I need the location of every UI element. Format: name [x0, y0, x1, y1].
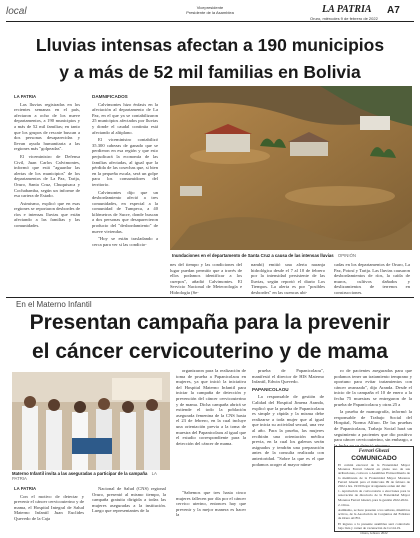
story2-paragraph: la prueba de mamografía, informó la responsable de Trabajo Social del Hospital, Norma Alfaro. De las pruebas de Papanicolaou, Trabajo Social hará un seguimiento a pacientes que dio positivo para cáncer cervicouterino, sin embargo, a	[334, 409, 412, 443]
story2-paragraph: prueba de Papanicolaou", manifestó el director de HIS Materno Infantil, Edwin Quevedo.	[252, 368, 324, 385]
page-number: A7	[387, 5, 400, 16]
notice-body: El comité electoral de la Fraternidad Mayor Morenos Ferrari Ghezzi en pleno uso de sus atribuciones, convoca a Asamblea Extraordinaria de la membresía de la Fraternidad Mayor Morenos Ferrari Ghezzi para el miércoles 09 de febrero de 2022 a hrs. 19:00 llegar al siguiente orden del día:	[338, 463, 410, 489]
story2-column-4	[334, 368, 412, 450]
story1-paragraph: Calvimontes dijo que un desbordamiento afectó a tres comunidades, en especial a la comunidad de Tumpeca, a 40 kilómetros de Sucre, donde buscan a dos personas que desaparecieron producto del "desbordamiento" de nueve viviendas.	[92, 189, 158, 234]
date-line: Oruro, miércoles 9 de febrero de 2022	[310, 16, 378, 21]
notice-body-block	[335, 462, 413, 538]
comunicado-notice	[334, 446, 414, 536]
story1-column-5: cadas en los departamentos de Oruro, La Paz, Potosí y Tarija. Las lluvias causaron desbordamientos de ríos, la caída de muros, cultivos dañados y deslizamientos de terrenos en construcciones.	[334, 262, 410, 295]
story2-paragraph: organizaron para la realización de toma de prueba a Papanicolaou en mujeres, ya que inició la iniciativa del Hospital Materno Infantil para iniciar la campaña de detección y prevención del cáncer cervicouterino y de mama. Dicha campaña abrirá se extiende el todo la población asegurada femenina de la CNS hasta el 23 de febrero, en la cual incluye una orientación previa a la toma de muestra del Papanicolaou al igual que el estudio correspondiente para la detección del cáncer de mama.	[176, 368, 246, 446]
story2-paragraph: Nacional de Salud (CNS) regional Oruro, presentó al mismo tiempo, la campaña gratuita dirigida a todas las mujeres aseguradas a la institución. Luego que representantes de la	[92, 486, 166, 514]
section-label: local	[6, 6, 27, 17]
story2-column-2b	[176, 490, 246, 520]
notice-item: 1. Aprobación de convocatoria a elecciones para la renovación de directorio de la Fraternidad Mayor Morenos Ferrari Ghezzi, para la gestión 2022-2024.	[338, 489, 410, 502]
story2-title-line2: el cáncer cervicouterino y de mama	[31, 340, 388, 363]
header-center-line2: Presidente de la Asamblea	[186, 10, 234, 15]
story2-column-3	[252, 368, 324, 469]
story2-dateline: LA PATRIA	[14, 486, 37, 491]
story1-paragraph: Calvimontes hizo énfasis en la afectación al departamento de La Paz, en el que ya se contabilizaron 25 municipios afectados por lluvias y donde el caudal continúa está afectando al altiplano.	[92, 101, 158, 135]
story1-column-2	[92, 94, 158, 249]
notice-signoff: Oruro, febrero 2022	[360, 531, 388, 536]
paper-name: LA PATRIA	[322, 4, 372, 15]
hospital-caption-text: Materno Infantil invita a las aseguradas a participar de la campaña	[12, 471, 148, 476]
hospital-photo-caption	[12, 471, 170, 482]
notice-item: Asimismo, se hace presente a los señores, miembros activos, de la Asociación de Conjuntos del Folklore de Oruro ACFO.	[338, 508, 410, 521]
flood-photo-caption	[172, 253, 412, 258]
story1-paragraph: Las lluvias registradas en los recientes semanas en el país, afectaron a ocho de los nueve departamentos, a 190 municipios y a más de 52 mil familias; en tanto que los grupos de rescate buscan a dos personas desaparecidas y llevan ayuda humanitaria a las regiones más "golpeadas".	[14, 101, 80, 152]
story2-column-2	[176, 368, 246, 448]
story2-paragraph: "Sabemos que tres hasta cinco mujeres fallecen por día por el cáncer cervico uterino, entonces hay que prevenir y la mejor manera es hacer la	[176, 490, 246, 518]
story2-paragraph: Con el motivo de detectar y prevenir el cáncer cervicouterino y de mama, el Hospital Integral de Salud Materno Infantil Juan Euclides Quevedo de la Caja	[14, 493, 84, 521]
story1-paragraph: El viceministro de Defensa Civil, Juan Carlos Calvimontes, informó que está "aguardar las alertas de los municipios" de los departamentos de La Paz, Tarija, Oruro, Santa Cruz, Chuquisaca y Cochabamba, según un informe de esa cartera de Estado.	[14, 153, 80, 199]
story1-column-4: nambi) emitió una alerta naranja hidrológica desde el 7 al 10 de febrero por la intensidad persistente de las lluvias, según reportó el diario Los Tiempos. La alerta es por "posibles desbordes" en las cuencas ubi-	[251, 262, 325, 295]
header-center-line1: Vicepresidente	[196, 5, 224, 10]
story2-kicker: En el Materno Infantil	[16, 300, 92, 309]
hospital-photo	[12, 372, 170, 470]
story2-subheading: PAPANICOLAOU	[252, 386, 289, 392]
hospital-caption-credit: LA PATRIA	[12, 471, 157, 482]
story-divider	[6, 297, 414, 298]
header-rule	[6, 21, 414, 22]
flood-caption-text: Inundaciones en el departamento de Santa Cruz a causa de las intensas lluvias	[172, 253, 334, 258]
story1-paragraph: Asimismo, explicó que en esas regiones se reportaron desbordes de ríos e intensas lluvias que están afectando a las familias y las comunidades.	[14, 200, 80, 229]
notice-item: El ingreso a la presente asamblea será controlado bajo lista y carnet de vacunación de Covid-19.	[338, 521, 410, 530]
story1-paragraph: El viceministro contabilizó 35.300 cabezas de ganado que se perdieron en esa región y que esto perjudicará la economía de las familias afectadas, al igual que la pérdida de las cosechas que, si bien en la pequeña escala, será un golpe para los consumidores del territorio.	[92, 137, 158, 187]
story2-title-line1: Presentan campaña para la prevenir	[29, 311, 391, 334]
story2-column-1b	[92, 486, 166, 516]
story1-title-line1: Lluvias intensas afectan a 190 municipios	[35, 35, 385, 55]
notice-brand: Ferrari Ghezzi	[358, 449, 390, 454]
notice-title: COMUNICADO	[351, 455, 397, 462]
story1-dateline: LA PATRIA	[14, 94, 37, 99]
story2-column-1	[14, 486, 84, 524]
flood-photo	[170, 86, 412, 250]
flood-caption-credit: OPINIÓN	[337, 253, 357, 258]
story1-column-1	[14, 94, 80, 231]
story1-paragraph: "Hoy se están trasladando a cerca para ver si las condicio-	[92, 236, 158, 247]
story2-paragraph: La responsable de gestión de Calidad del Hospital Jimena Aranda, explicó que la prueba de Papanicolaou es simple y rápida y la misma debe realizarse a toda mujer que al igual que inicia su actividad sexual, una vez al año. Para la prueba, las mujeres recibirán una orientación médica previa, en la cual los galenos serán asignados y tendrán una preparación antes de la consulta realizada con anterioridad. "Sobre la que es el que podamos acoger al mayor núme-	[252, 394, 324, 467]
story1-title-line2: y a más de 52 mil familias en Bolivia	[59, 62, 361, 82]
notice-item: 2. Otros.	[338, 502, 350, 507]
story1-column-3: nes del tiempo y las condiciones del lugar puedan permitir que a través de ellos podamos identificar a los cuerpos", añadió Calvimontes. El Servicio Nacional de Meteorología e Hidrología (Se-	[170, 262, 242, 295]
story1-subheading: DAMNIFICADOS	[92, 94, 128, 99]
story2-paragraph: ro de pacientes aseguradas para que podamos tener un tratamiento temprano y oportuno para evitar tratamientos con cáncer avanzado", dijo Aranda. Desde el inicio de la campaña el 10 de enero a la fecha 75 muestras se entregaron de la prueba de Papanicolaou y otras 25 a	[334, 368, 412, 407]
